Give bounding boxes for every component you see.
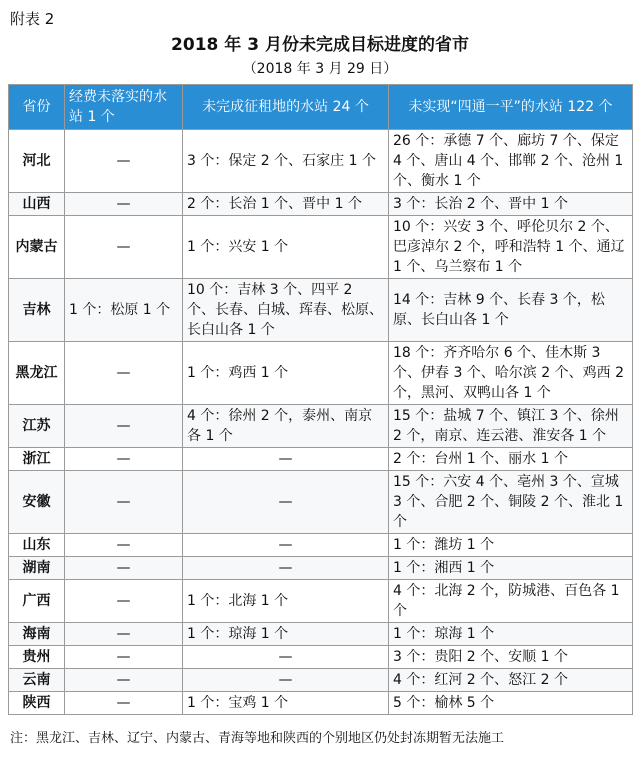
cell-land: —: [183, 557, 389, 580]
table-row: [9, 342, 633, 405]
cell-land: 3 个：保定 2 个、石家庄 1 个: [183, 130, 389, 193]
cell-province: 湖南: [9, 557, 65, 580]
table-row: [9, 692, 633, 715]
cell-land: 1 个：兴安 1 个: [183, 216, 389, 279]
cell-funding: —: [65, 623, 183, 646]
table-row: [9, 405, 633, 448]
table-row: [9, 580, 633, 623]
table-row: [9, 557, 633, 580]
cell-access: 15 个：六安 4 个、亳州 3 个、宣城 3 个、合肥 2 个、铜陵 2 个、淮北 1 个: [389, 471, 633, 534]
cell-province: 江苏: [9, 405, 65, 448]
table-row: [9, 448, 633, 471]
cell-funding: 1 个：松原 1 个: [65, 279, 183, 342]
table-body: [9, 130, 633, 715]
cell-access: 4 个：红河 2 个、怒江 2 个: [389, 669, 633, 692]
cell-funding: —: [65, 534, 183, 557]
cell-province: 山西: [9, 193, 65, 216]
table-header: [9, 85, 633, 130]
cell-land: —: [183, 534, 389, 557]
table-row: [9, 623, 633, 646]
cell-province: 河北: [9, 130, 65, 193]
cell-access: 3 个：长治 2 个、晋中 1 个: [389, 193, 633, 216]
cell-access: 1 个：潍坊 1 个: [389, 534, 633, 557]
cell-province: 黑龙江: [9, 342, 65, 405]
cell-funding: —: [65, 342, 183, 405]
cell-province: 内蒙古: [9, 216, 65, 279]
cell-access: 14 个：吉林 9 个、长春 3 个，松原、长白山各 1 个: [389, 279, 633, 342]
cell-access: 5 个：榆林 5 个: [389, 692, 633, 715]
table-row: [9, 130, 633, 193]
cell-funding: —: [65, 646, 183, 669]
cell-province: 吉林: [9, 279, 65, 342]
table-row: [9, 216, 633, 279]
cell-access: 26 个：承德 7 个、廊坊 7 个、保定 4 个、唐山 4 个、邯郸 2 个、沧州 1 个、衡水 1 个: [389, 130, 633, 193]
cell-land: 2 个：长治 1 个、晋中 1 个: [183, 193, 389, 216]
cell-land: 4 个：徐州 2 个，泰州、南京各 1 个: [183, 405, 389, 448]
cell-land: 1 个：鸡西 1 个: [183, 342, 389, 405]
cell-land: 10 个：吉林 3 个、四平 2 个、长春、白城、珲春、松原、长白山各 1 个: [183, 279, 389, 342]
footnote: 注：黑龙江、吉林、辽宁、内蒙古、青海等地和陕西的个别地区仍处封冻期暂无法施工: [10, 731, 505, 746]
header-funding: 经费未落实的水站 1 个: [65, 85, 183, 130]
appendix-label: 附表 2: [10, 10, 55, 28]
table-row: [9, 669, 633, 692]
cell-funding: —: [65, 692, 183, 715]
cell-funding: —: [65, 405, 183, 448]
cell-funding: —: [65, 580, 183, 623]
cell-province: 陕西: [9, 692, 65, 715]
cell-land: 1 个：北海 1 个: [183, 580, 389, 623]
cell-province: 安徽: [9, 471, 65, 534]
header-row: [9, 85, 633, 130]
table-row: [9, 279, 633, 342]
cell-province: 浙江: [9, 448, 65, 471]
cell-province: 贵州: [9, 646, 65, 669]
table-row: [9, 534, 633, 557]
cell-province: 海南: [9, 623, 65, 646]
cell-access: 10 个：兴安 3 个、呼伦贝尔 2 个、巴彦淖尔 2 个，呼和浩特 1 个、通辽 1 个、乌兰察布 1 个: [389, 216, 633, 279]
cell-funding: —: [65, 557, 183, 580]
table-row: [9, 193, 633, 216]
cell-funding: —: [65, 193, 183, 216]
table-title: 2018 年 3 月份未完成目标进度的省市: [171, 35, 469, 55]
cell-land: —: [183, 646, 389, 669]
header-land: 未完成征租地的水站 24 个: [183, 85, 389, 130]
cell-funding: —: [65, 216, 183, 279]
table-row: [9, 471, 633, 534]
cell-province: 山东: [9, 534, 65, 557]
cell-access: 18 个：齐齐哈尔 6 个、佳木斯 3 个、伊春 3 个、哈尔滨 2 个、鸡西 2 个，黑河、双鸭山各 1 个: [389, 342, 633, 405]
cell-province: 广西: [9, 580, 65, 623]
cell-land: 1 个：琼海 1 个: [183, 623, 389, 646]
cell-province: 云南: [9, 669, 65, 692]
cell-land: —: [183, 471, 389, 534]
cell-land: 1 个：宝鸡 1 个: [183, 692, 389, 715]
header-access: 未实现“四通一平”的水站 122 个: [389, 85, 633, 130]
cell-funding: —: [65, 448, 183, 471]
cell-land: —: [183, 669, 389, 692]
cell-access: 3 个：贵阳 2 个、安顺 1 个: [389, 646, 633, 669]
cell-access: 4 个：北海 2 个，防城港、百色各 1 个: [389, 580, 633, 623]
progress-table: [8, 84, 633, 715]
cell-funding: —: [65, 130, 183, 193]
cell-access: 2 个：台州 1 个、丽水 1 个: [389, 448, 633, 471]
header-province: 省份: [9, 85, 65, 130]
table-row: [9, 646, 633, 669]
cell-access: 1 个：湘西 1 个: [389, 557, 633, 580]
cell-access: 15 个：盐城 7 个、镇江 3 个、徐州 2 个，南京、连云港、淮安各 1 个: [389, 405, 633, 448]
cell-land: —: [183, 448, 389, 471]
table-date: （2018 年 3 月 29 日）: [242, 61, 398, 77]
cell-access: 1 个：琼海 1 个: [389, 623, 633, 646]
cell-funding: —: [65, 669, 183, 692]
cell-funding: —: [65, 471, 183, 534]
